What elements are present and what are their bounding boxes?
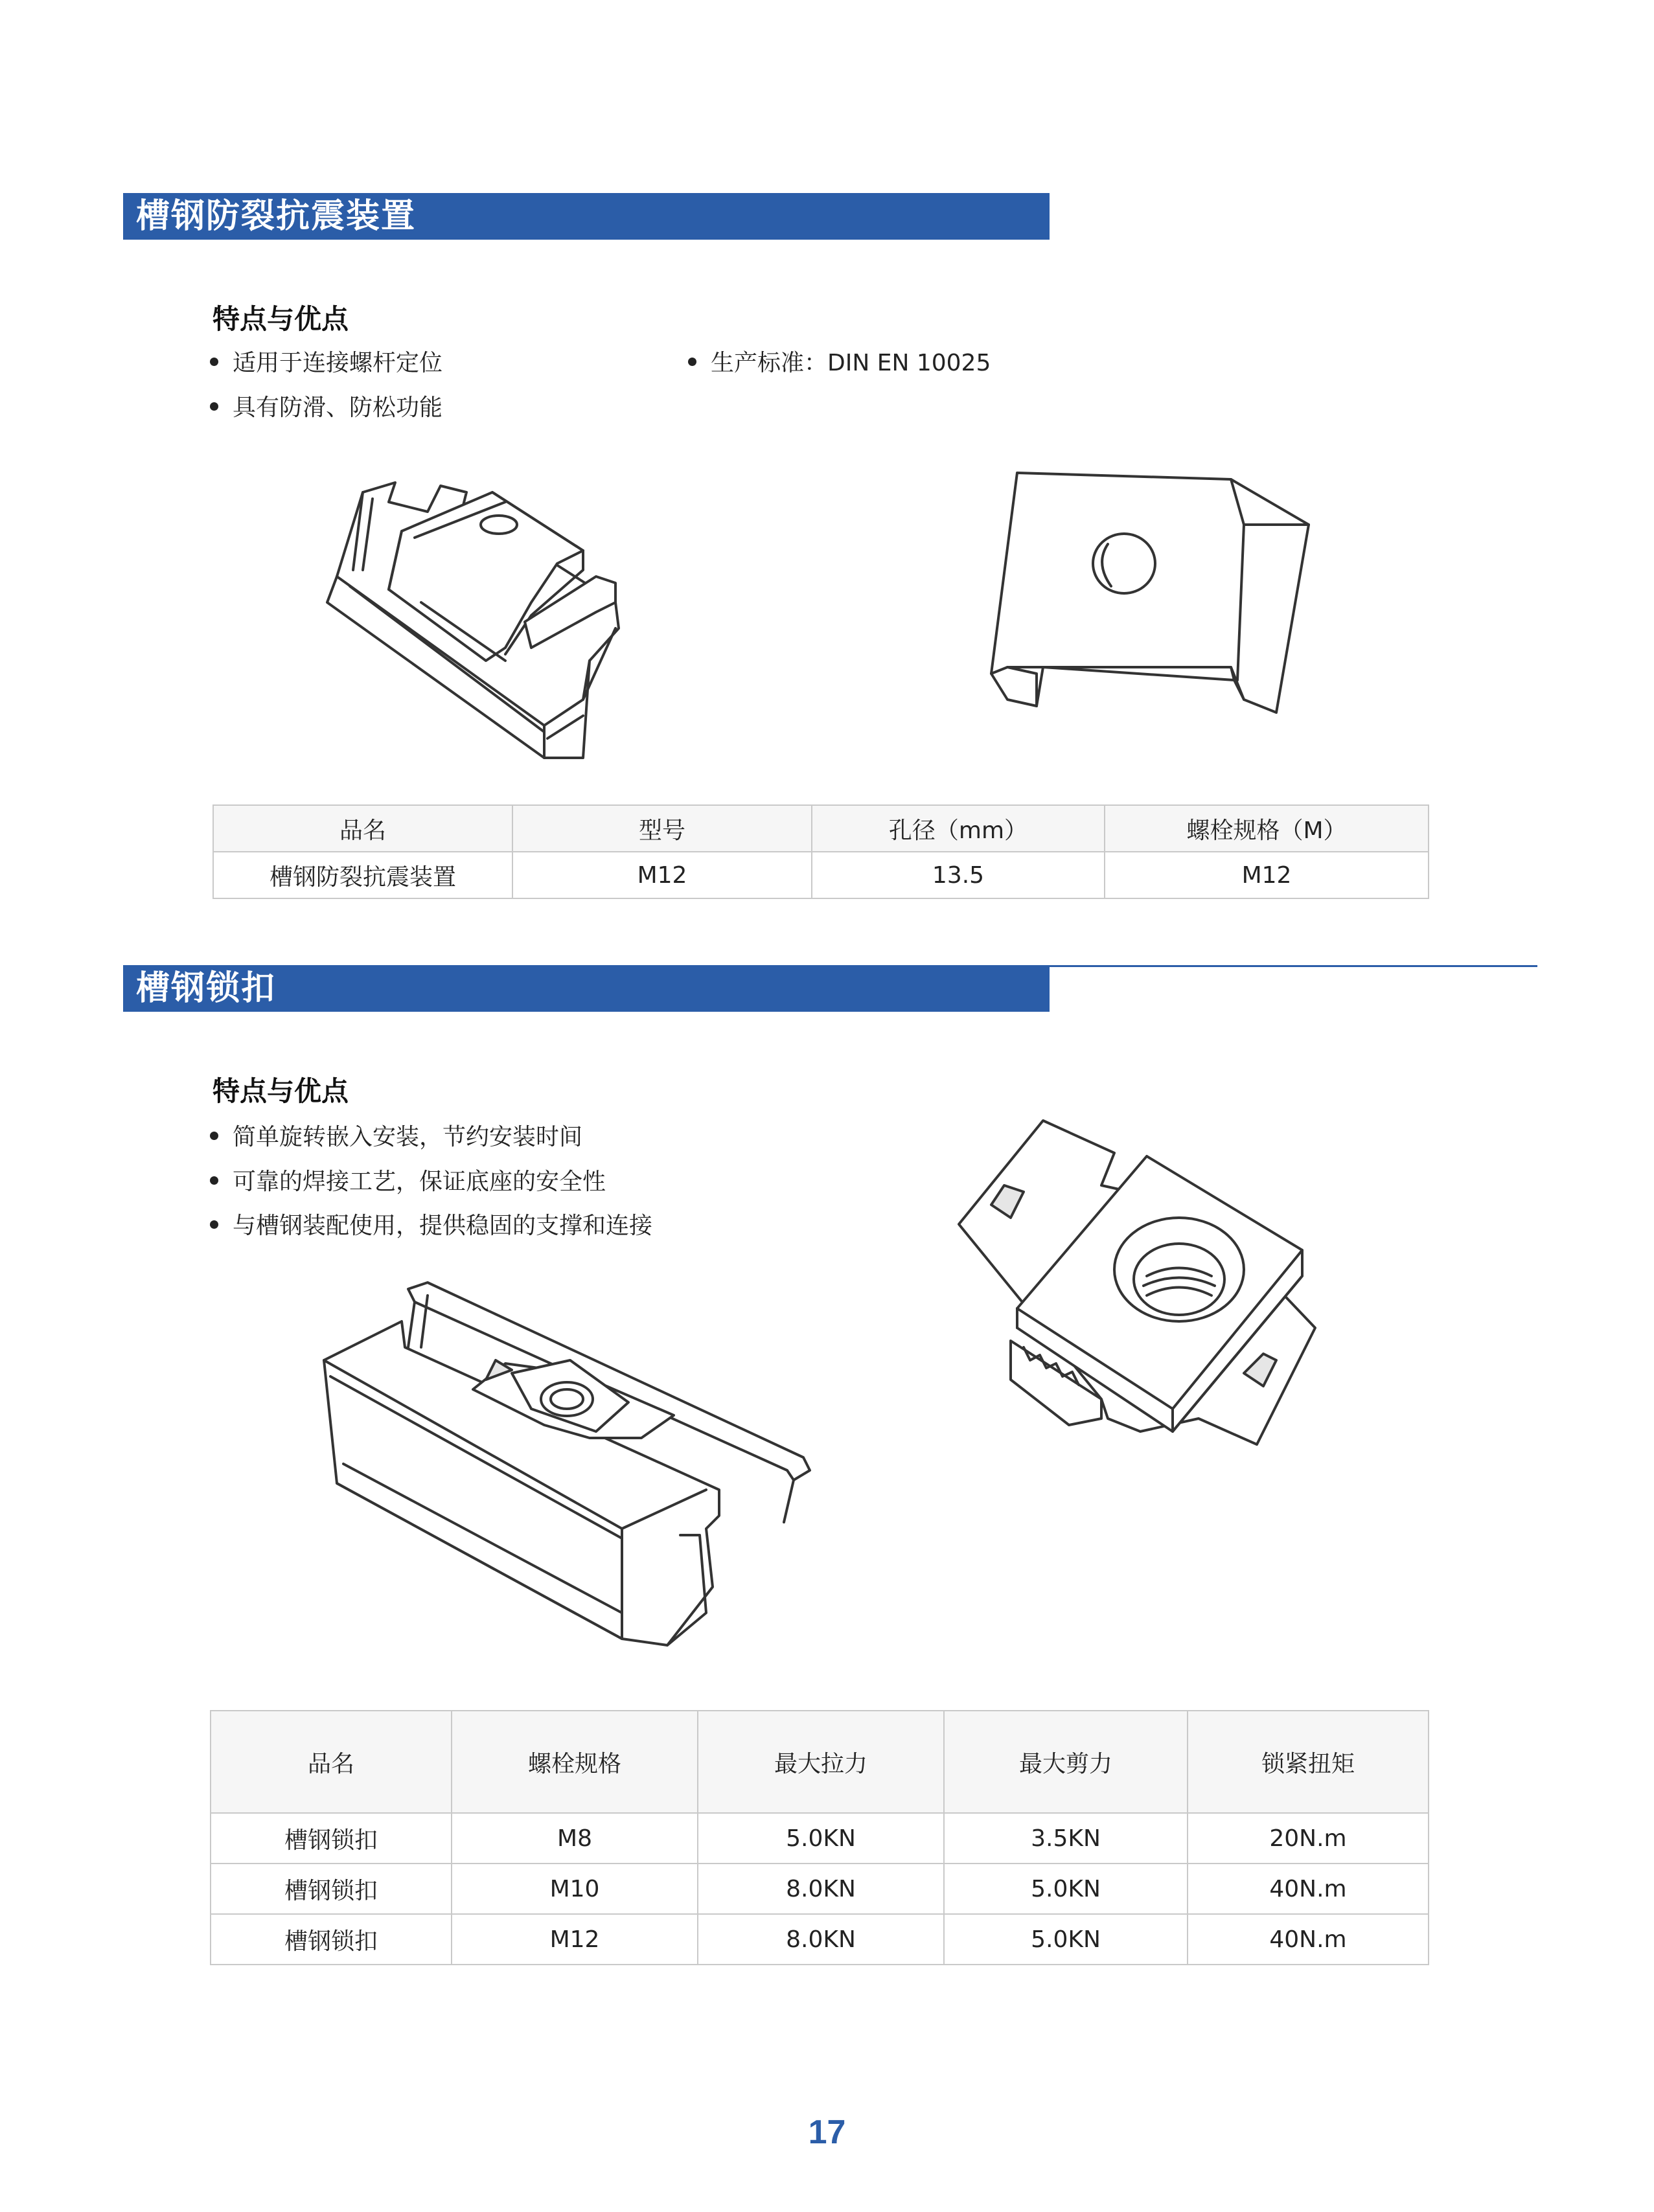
table-cell: 40N.m [1188,1864,1429,1914]
table-header-cell: 品名 [211,1711,452,1813]
table-cell: 5.0KN [944,1864,1188,1914]
anti-crack-device-clip-image [972,460,1322,732]
table-cell: 5.0KN [698,1813,944,1864]
channel-lock-part-image [952,1114,1361,1477]
table-cell: 20N.m [1188,1813,1429,1864]
table-row [211,1813,1429,1864]
section2-divider-line [1050,965,1537,967]
section2-feature-3: 与槽钢装配使用，提供稳固的支撑和连接 [210,1207,652,1240]
table-header-cell: 最大剪力 [944,1711,1188,1813]
table-row [211,1914,1429,1965]
table-cell: M8 [452,1813,698,1864]
section1-feature-3: 生产标准：DIN EN 10025 [688,345,991,378]
section2-spec-table [210,1710,1429,1965]
section2-title-bar [123,965,1050,1012]
table-header-cell: 锁紧扭矩 [1188,1711,1429,1813]
table-header-cell: 品名 [213,805,512,852]
table-cell: 槽钢防裂抗震装置 [213,852,512,898]
table-cell: 5.0KN [944,1914,1188,1965]
anti-crack-device-assembly-image [311,453,687,764]
table-cell: 8.0KN [698,1864,944,1914]
table-cell: 40N.m [1188,1914,1429,1965]
section2-feature-2: 可靠的焊接工艺，保证底座的安全性 [210,1163,606,1196]
section1-title-bar [123,193,1050,240]
table-cell: 槽钢锁扣 [211,1914,452,1965]
page-number: 17 [808,2114,846,2151]
section1-feature-1: 适用于连接螺杆定位 [210,345,442,378]
table-row [211,1864,1429,1914]
table-header-cell: 螺栓规格（M） [1105,805,1429,852]
channel-lock-assembly-image [317,1276,836,1665]
table-cell: 8.0KN [698,1914,944,1965]
section1-feature-2: 具有防滑、防松功能 [210,389,442,422]
table-cell: 槽钢锁扣 [211,1813,452,1864]
table-cell: M12 [452,1914,698,1965]
table-cell: 13.5 [812,852,1105,898]
section2-features-heading: 特点与优点 [212,1075,349,1107]
table-header-row [211,1711,1429,1813]
section1-spec-table [212,804,1429,899]
table-header-cell: 孔径（mm） [812,805,1105,852]
table-cell: 3.5KN [944,1813,1188,1864]
table-header-cell: 型号 [512,805,812,852]
section1-features-heading: 特点与优点 [212,303,349,335]
table-cell: M12 [512,852,812,898]
table-cell: 槽钢锁扣 [211,1864,452,1914]
table-header-cell: 螺栓规格 [452,1711,698,1813]
table-cell: M12 [1105,852,1429,898]
section2-feature-1: 简单旋转嵌入安装，节约安装时间 [210,1119,582,1152]
table-header-row [213,805,1429,852]
section1-title: 槽钢防裂抗震装置 [136,197,417,236]
table-row [213,852,1429,898]
section2-title: 槽钢锁扣 [136,969,277,1008]
table-header-cell: 最大拉力 [698,1711,944,1813]
table-cell: M10 [452,1864,698,1914]
